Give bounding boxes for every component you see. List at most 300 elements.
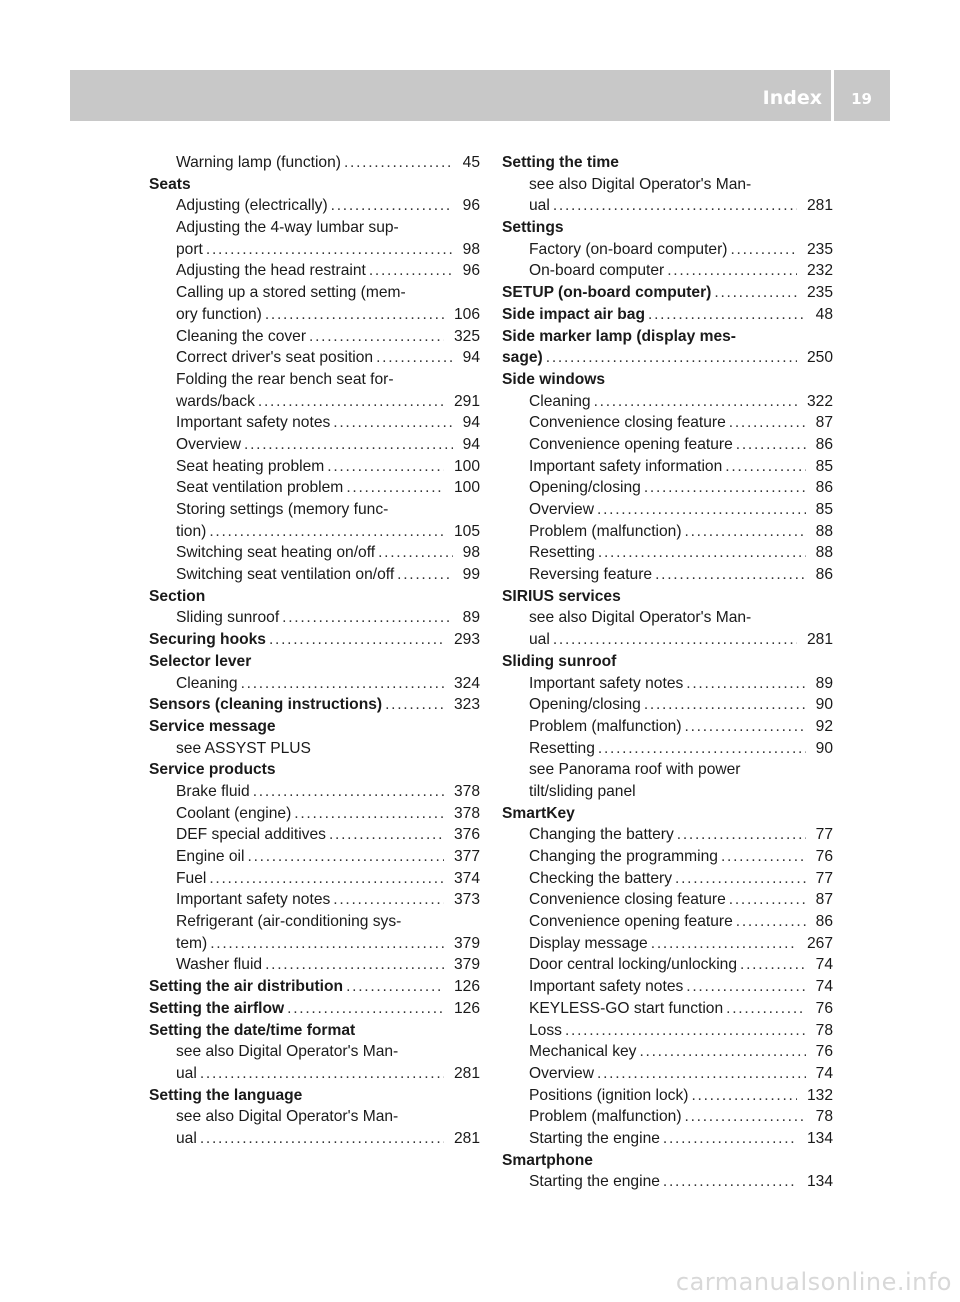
page-reference[interactable]: 94 [462,349,480,367]
index-subentry [502,933,833,955]
index-subentry [502,976,833,998]
entry-text: Correct driver's seat position [176,349,374,367]
index-subentry [149,1128,480,1150]
index-entry [149,651,480,673]
entry-text: Overview [529,1064,594,1082]
index-entry [149,1085,480,1107]
dot-leader [639,1041,805,1063]
dot-leader [287,998,444,1020]
dot-leader [200,1128,444,1150]
index-entry [502,326,833,348]
entry-text: ual [529,631,550,649]
watermark: carmanualsonline.info [675,1268,952,1296]
page-reference[interactable]: 86 [815,913,833,931]
entry-text: sage) [502,349,543,367]
entry-text: Setting the time [502,154,619,171]
page-reference[interactable]: 250 [806,349,833,367]
index-subentry [149,239,480,261]
entry-text: see Panorama roof with power [529,761,741,779]
entry-text: Resetting [529,544,595,562]
page-reference[interactable]: 281 [806,197,833,215]
entry-text: Starting the engine [529,1129,660,1147]
page-reference[interactable]: 291 [453,392,480,410]
dot-leader [686,976,805,998]
dot-leader [685,716,806,738]
entry-text: Side windows [502,370,606,388]
entry-text: ual [176,1129,197,1147]
page-reference[interactable]: 378 [453,782,480,800]
page-reference[interactable]: 100 [453,457,480,475]
index-column-right [502,152,833,1193]
entry-text: see also Digital Operator's Man- [176,1043,399,1061]
page-reference[interactable]: 85 [815,501,833,518]
dot-leader [331,195,453,217]
index-subentry [149,824,480,846]
entry-text: Important safety notes [176,891,331,909]
dot-leader [244,434,453,456]
entry-text: Settings [502,219,564,237]
index-entry [502,369,833,391]
entry-text: Important safety notes [529,978,684,996]
index-subentry [149,456,480,478]
index-entry [502,217,833,239]
entry-text: Smartphone [502,1151,593,1169]
index-subentry [502,412,833,434]
index-entry [502,1150,833,1172]
page-reference[interactable]: 126 [453,978,480,996]
entry-text: SETUP (on-board computer) [502,284,712,302]
index-subentry [149,889,480,911]
entry-text: Side impact air bag [502,305,645,323]
entry-text: Service message [149,717,276,735]
index-subentry [502,607,833,629]
dot-leader [655,564,806,586]
entry-text: Switching seat heating on/off [176,544,376,562]
page-reference[interactable]: 126 [453,999,480,1017]
dot-leader [265,304,444,326]
page-reference[interactable]: 86 [815,566,833,584]
index-subentry [149,152,480,174]
index-entry [149,1020,480,1042]
page-reference[interactable]: 76 [815,848,833,865]
page-reference[interactable]: 325 [453,327,480,345]
entry-text: SmartKey [502,804,575,822]
page-reference[interactable]: 89 [462,609,480,627]
dot-leader [685,521,806,543]
page-reference[interactable]: 77 [815,869,833,887]
dot-leader [546,347,797,369]
dot-leader [597,499,806,521]
page-reference[interactable]: 281 [806,631,833,649]
page-reference[interactable]: 98 [462,544,480,562]
index-subentry [149,673,480,695]
dot-leader [663,1128,797,1150]
entry-text: Storing settings (memory func- [176,501,389,518]
entry-text: Door central locking/unlocking [529,956,738,974]
entry-text: Refrigerant (air-conditioning sys- [176,913,402,931]
dot-leader [369,260,453,282]
index-subentry [502,889,833,911]
index-subentry [502,391,833,413]
index-subentry [149,217,480,239]
entry-text: Important safety notes [529,674,684,692]
page-reference[interactable]: 267 [806,934,833,952]
dot-leader [333,412,452,434]
page-reference[interactable]: 76 [815,1043,833,1061]
entry-text: Seat ventilation problem [176,479,344,497]
page-reference[interactable]: 85 [815,457,833,475]
index-subentry [149,347,480,369]
entry-text: tem) [176,934,208,952]
dot-leader [210,933,444,955]
dot-leader [736,434,806,456]
entry-text: Problem (malfunction) [529,717,682,735]
dot-leader [729,412,806,434]
index-subentry [149,781,480,803]
dot-leader [346,477,444,499]
page-number: 19 [851,90,872,108]
dot-leader [329,824,444,846]
entry-text: Brake fluid [176,782,250,800]
page-reference[interactable]: 78 [815,1108,833,1126]
entry-text: Sliding sunroof [176,609,280,627]
index-subentry [149,954,480,976]
page-reference[interactable]: 78 [815,1021,833,1039]
entry-text: Cleaning the cover [176,327,307,345]
dot-leader [327,456,444,478]
page-reference[interactable]: 134 [806,1173,833,1191]
index-entry [149,759,480,781]
dot-leader [241,673,444,695]
dot-leader [206,239,453,261]
entry-text: Side marker lamp (display mes- [502,327,737,345]
index-subentry [502,694,833,716]
index-subentry [149,803,480,825]
entry-text: Resetting [529,739,595,757]
index-subentry [149,434,480,456]
page-reference[interactable]: 74 [815,1064,833,1082]
entry-text: DEF special additives [176,826,326,844]
index-subentry [149,564,480,586]
entry-text: Setting the date/time format [149,1021,356,1039]
index-subentry [502,673,833,695]
page-reference[interactable]: 99 [462,566,480,584]
index-subentry [502,1041,833,1063]
dot-leader [378,542,453,564]
entry-text: Loss [529,1021,562,1039]
page-reference[interactable]: 94 [462,414,480,432]
entry-text: Overview [529,501,594,518]
entry-text: Setting the airflow [149,999,285,1017]
index-subentry [502,521,833,543]
dot-leader [686,673,805,695]
dot-leader [209,521,444,543]
entry-text: Opening/closing [529,696,641,714]
dot-leader [736,911,806,933]
index-subentry [502,738,833,760]
index-subentry [502,1020,833,1042]
index-subentry [502,911,833,933]
dot-leader [714,282,797,304]
page-reference[interactable]: 293 [453,631,480,649]
index-entry [502,304,833,326]
entry-text: wards/back [176,392,255,410]
entry-text: tion) [176,522,207,540]
dot-leader [346,976,444,998]
entry-text: ual [176,1064,197,1082]
index-subentry [149,326,480,348]
entry-text: ual [529,197,550,215]
dot-leader [397,564,452,586]
page-reference[interactable]: 94 [462,435,480,453]
section-title: Index [762,87,822,109]
index-subentry [149,1106,480,1128]
entry-text: Securing hooks [149,631,266,649]
dot-leader [677,824,806,846]
entry-text: Convenience closing feature [529,414,726,432]
page-reference[interactable]: 88 [815,544,833,562]
index-subentry [502,1085,833,1107]
dot-leader [333,889,444,911]
entry-text: SIRIUS services [502,587,621,605]
entry-text: Positions (ignition lock) [529,1086,689,1104]
entry-text: Setting the air distribution [149,978,344,996]
index-subentry [149,260,480,282]
index-subentry [502,824,833,846]
entry-text: KEYLESS-GO start function [529,999,724,1017]
index-subentry [149,477,480,499]
page-reference[interactable]: 281 [453,1129,480,1147]
index-subentry [149,304,480,326]
page-reference[interactable]: 105 [453,522,480,540]
entry-text: Convenience closing feature [529,891,726,909]
entry-text: Service products [149,761,276,779]
page-reference[interactable]: 76 [815,999,833,1017]
page-reference[interactable]: 379 [453,934,480,952]
entry-text: Coolant (engine) [176,804,292,822]
dot-leader [685,1106,806,1128]
entry-text: ory function) [176,305,262,323]
entry-text: Sensors (cleaning instructions) [149,696,383,714]
index-entry [502,586,833,608]
entry-text: Mechanical key [529,1043,637,1061]
page-reference[interactable]: 89 [815,674,833,692]
index-subentry [502,781,833,803]
page-reference[interactable]: 373 [453,891,480,909]
page-reference[interactable]: 235 [806,284,833,302]
entry-text: Engine oil [176,848,245,865]
page-reference[interactable]: 90 [815,696,833,714]
index-subentry [149,933,480,955]
index-subentry [502,477,833,499]
index-subentry [149,1063,480,1085]
page-reference[interactable]: 132 [806,1086,833,1104]
entry-text: Folding the rear bench seat for- [176,370,394,388]
index-subentry [502,998,833,1020]
index-entry [149,586,480,608]
index-column-left [149,152,480,1150]
page-reference[interactable]: 98 [462,240,480,258]
index-subentry [149,412,480,434]
entry-text: port [176,240,203,258]
entry-text: Setting the language [149,1086,303,1104]
entry-text: Convenience opening feature [529,913,733,931]
entry-text: Important safety information [529,457,723,475]
dot-leader [385,694,444,716]
header-bar [70,70,890,121]
page-reference[interactable]: 96 [462,262,480,280]
page-reference[interactable]: 379 [453,956,480,974]
dot-leader [651,933,797,955]
entry-text: see ASSYST PLUS [176,739,311,757]
dot-leader [344,152,453,174]
dot-leader [598,738,806,760]
index-entry [502,347,833,369]
entry-text: Calling up a stored setting (mem- [176,284,406,302]
index-subentry [149,195,480,217]
dot-leader [648,304,806,326]
entry-text: Cleaning [176,674,238,692]
page-reference[interactable]: 235 [806,240,833,258]
page-reference[interactable]: 88 [815,522,833,540]
dot-leader [553,629,797,651]
page-reference[interactable]: 106 [453,305,480,323]
index-subentry [502,954,833,976]
entry-text: Section [149,587,206,605]
entry-text: Opening/closing [529,479,641,497]
page-reference[interactable]: 86 [815,479,833,497]
entry-text: Warning lamp (function) [176,154,341,171]
index-subentry [149,499,480,521]
index-subentry [502,260,833,282]
index-entry [149,716,480,738]
entry-text: Changing the programming [529,848,718,865]
entry-text: Convenience opening feature [529,435,733,453]
index-subentry [502,499,833,521]
dot-leader [729,889,806,911]
dot-leader [294,803,444,825]
entry-text: Adjusting the head restraint [176,262,366,280]
entry-text: Starting the engine [529,1173,660,1191]
page-reference[interactable]: 96 [462,197,480,215]
page-reference[interactable]: 48 [815,305,833,323]
page-reference[interactable]: 74 [815,956,833,974]
header-divider [831,70,834,121]
entry-text: Sliding sunroof [502,652,617,670]
dot-leader [667,260,797,282]
entry-text: Fuel [176,869,207,887]
dot-leader [740,954,806,976]
entry-text: see also Digital Operator's Man- [176,1108,399,1126]
page-reference[interactable]: 374 [453,869,480,887]
dot-leader [553,195,797,217]
page-reference[interactable]: 86 [815,435,833,453]
page-reference[interactable]: 281 [453,1064,480,1082]
index-subentry [502,564,833,586]
entry-text: Problem (malfunction) [529,522,682,540]
index-subentry [149,846,480,868]
page-reference[interactable]: 324 [453,674,480,692]
index-subentry [502,1171,833,1193]
index-subentry [502,1063,833,1085]
entry-text: On-board computer [529,262,665,280]
page-reference[interactable]: 376 [453,826,480,844]
page-reference[interactable]: 232 [806,262,833,280]
index-subentry [502,542,833,564]
index-subentry [149,282,480,304]
entry-text: Adjusting (electrically) [176,197,328,215]
index-entry [149,998,480,1020]
dot-leader [725,456,805,478]
dot-leader [248,846,444,868]
index-subentry [502,239,833,261]
dot-leader [258,391,444,413]
dot-leader [644,694,806,716]
dot-leader [594,391,797,413]
page-reference[interactable]: 90 [815,739,833,757]
index-subentry [502,1128,833,1150]
page-reference[interactable]: 87 [815,414,833,432]
dot-leader [376,347,453,369]
index-subentry [149,542,480,564]
page-reference[interactable]: 77 [815,826,833,844]
index-subentry [149,521,480,543]
entry-text: see also Digital Operator's Man- [529,609,752,627]
page-reference[interactable]: 45 [462,154,480,171]
index-subentry [502,195,833,217]
page-reference[interactable]: 322 [806,392,833,410]
dot-leader [309,326,444,348]
dot-leader [663,1171,797,1193]
index-subentry [502,1106,833,1128]
dot-leader [726,998,806,1020]
index-entry [502,803,833,825]
index-subentry [149,369,480,391]
dot-leader [691,1085,796,1107]
dot-leader [565,1020,806,1042]
dot-leader [253,781,444,803]
index-subentry [502,759,833,781]
page-reference[interactable]: 377 [453,848,480,865]
entry-text: Seats [149,175,191,193]
index-subentry [502,868,833,890]
dot-leader [598,542,806,564]
index-subentry [149,391,480,413]
page-reference[interactable]: 134 [806,1129,833,1147]
page-reference[interactable]: 323 [453,696,480,714]
dot-leader [200,1063,444,1085]
page-reference[interactable]: 100 [453,479,480,497]
page-reference[interactable]: 92 [815,717,833,735]
dot-leader [269,629,444,651]
dot-leader [282,607,452,629]
page-reference[interactable]: 87 [815,891,833,909]
page-reference[interactable]: 378 [453,804,480,822]
dot-leader [644,477,806,499]
dot-leader [675,868,806,890]
entry-text: Changing the battery [529,826,674,844]
entry-text: Problem (malfunction) [529,1108,682,1126]
index-entry [149,976,480,998]
index-subentry [502,456,833,478]
entry-text: Checking the battery [529,869,673,887]
entry-text: Washer fluid [176,956,263,974]
index-entry [149,629,480,651]
dot-leader [597,1063,806,1085]
page-reference[interactable]: 74 [815,978,833,996]
index-subentry [149,1041,480,1063]
index-entry [502,282,833,304]
